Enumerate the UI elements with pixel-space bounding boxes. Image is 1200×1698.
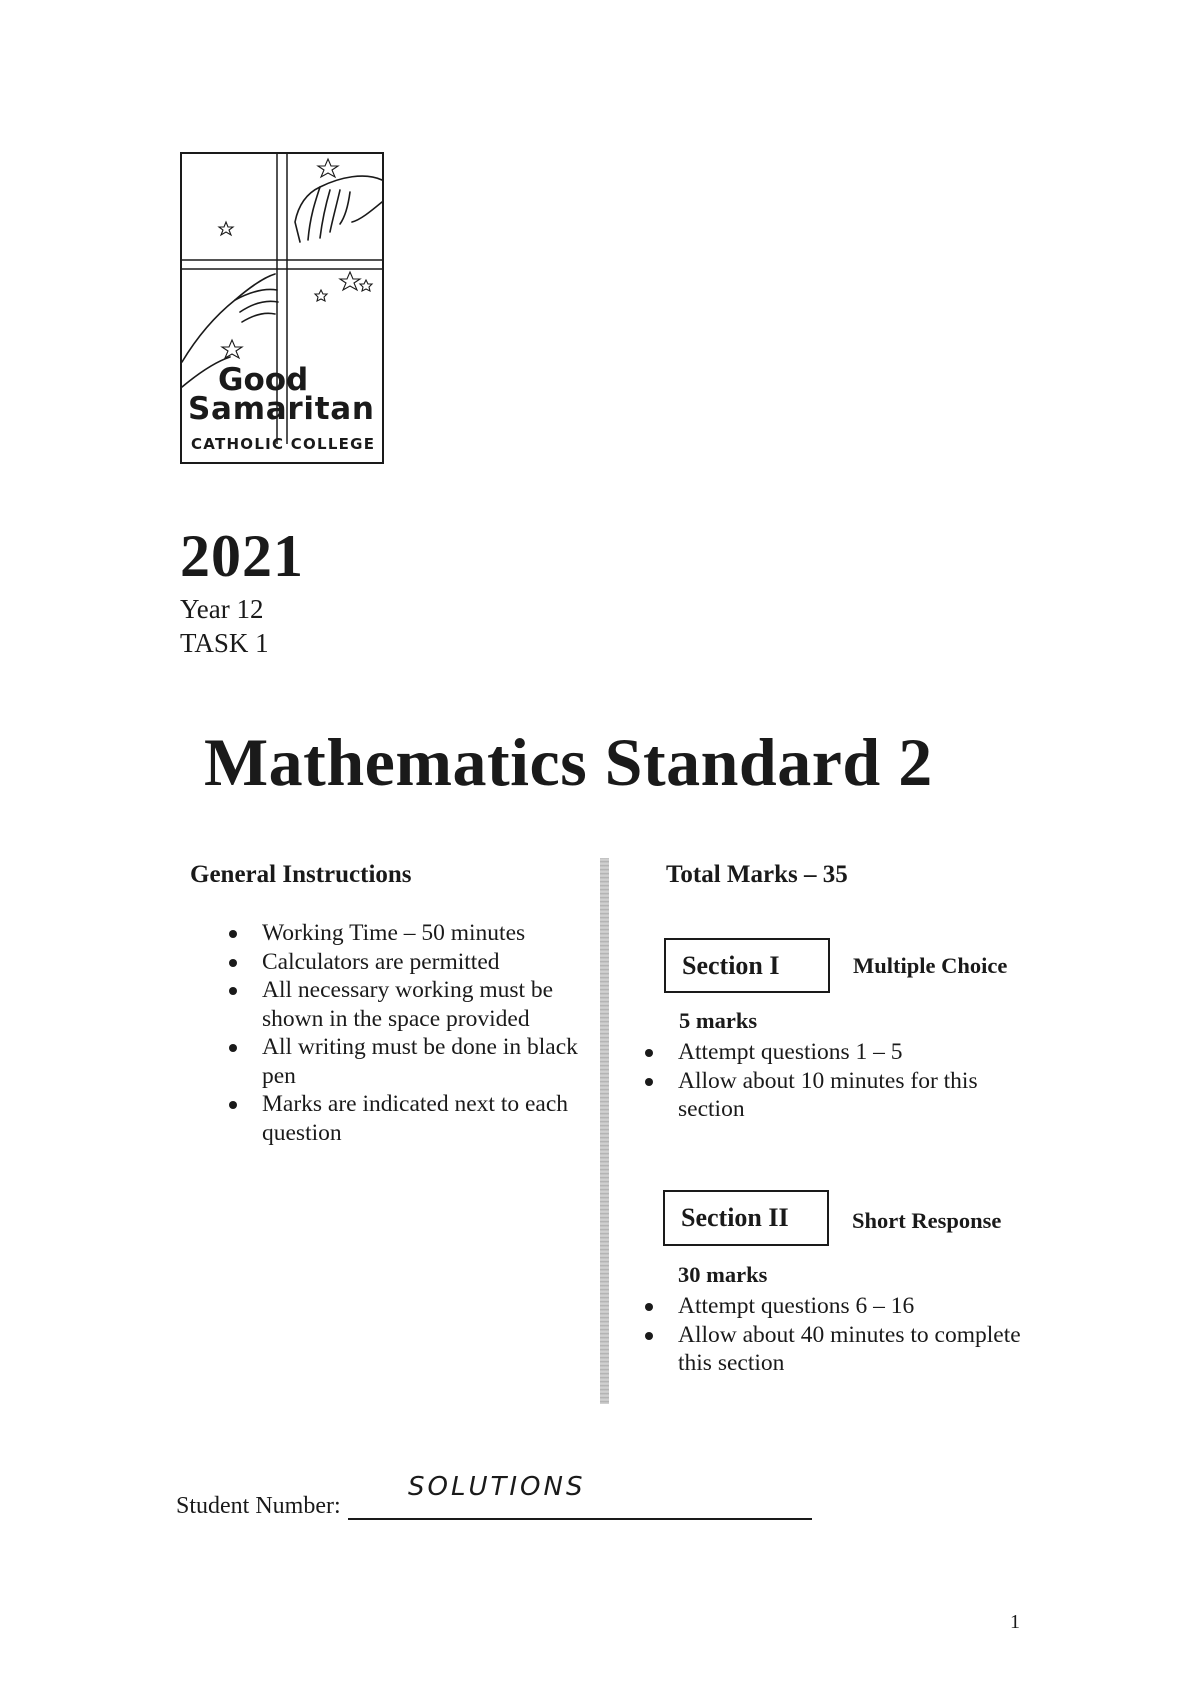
list-item: Allow about 40 minutes to complete this section [640, 1321, 1060, 1378]
section-1-type: Multiple Choice [853, 953, 1008, 978]
list-item: Allow about 10 minutes for this section [640, 1067, 1050, 1124]
subject-title: Mathematics Standard 2 [204, 724, 933, 800]
logo-text-college: CATHOLIC COLLEGE [191, 435, 374, 453]
student-number-underline [348, 1518, 812, 1520]
student-number-label: Student Number: [176, 1493, 341, 1519]
task-label: TASK 1 [180, 628, 269, 658]
college-logo [180, 152, 384, 464]
logo-text-samaritan: Samaritan [188, 391, 374, 427]
section-2-label-box [663, 1190, 829, 1246]
section-1-marks: 5 marks [679, 1008, 758, 1033]
list-item: Attempt questions 1 – 5 [640, 1038, 1050, 1067]
page-number: 1 [1010, 1611, 1020, 1633]
list-item: All writing must be done in black pen [224, 1033, 604, 1090]
student-number-value: SOLUTIONS [408, 1472, 586, 1502]
list-item: Calculators are permitted [224, 948, 604, 977]
section-2-type: Short Response [852, 1208, 1002, 1233]
list-item: Working Time – 50 minutes [224, 919, 604, 948]
section-2-label: Section II [681, 1203, 789, 1232]
total-marks: Total Marks – 35 [666, 861, 848, 888]
section-1-list [640, 1038, 1050, 1124]
section-2-marks: 30 marks [678, 1262, 768, 1287]
logo-text-good: Good [218, 362, 309, 398]
section-1-label-box [664, 938, 830, 993]
list-item: Marks are indicated next to each question [224, 1090, 604, 1147]
section-2-list [640, 1292, 1060, 1378]
list-item: All necessary working must be shown in the space provided [224, 976, 604, 1033]
general-instructions-heading: General Instructions [190, 861, 412, 888]
exam-year: 2021 [180, 523, 304, 589]
year-level: Year 12 [180, 594, 264, 624]
list-item: Attempt questions 6 – 16 [640, 1292, 1060, 1321]
general-instructions-list [224, 919, 604, 1147]
section-1-label: Section I [682, 951, 780, 980]
column-divider [600, 858, 609, 1404]
